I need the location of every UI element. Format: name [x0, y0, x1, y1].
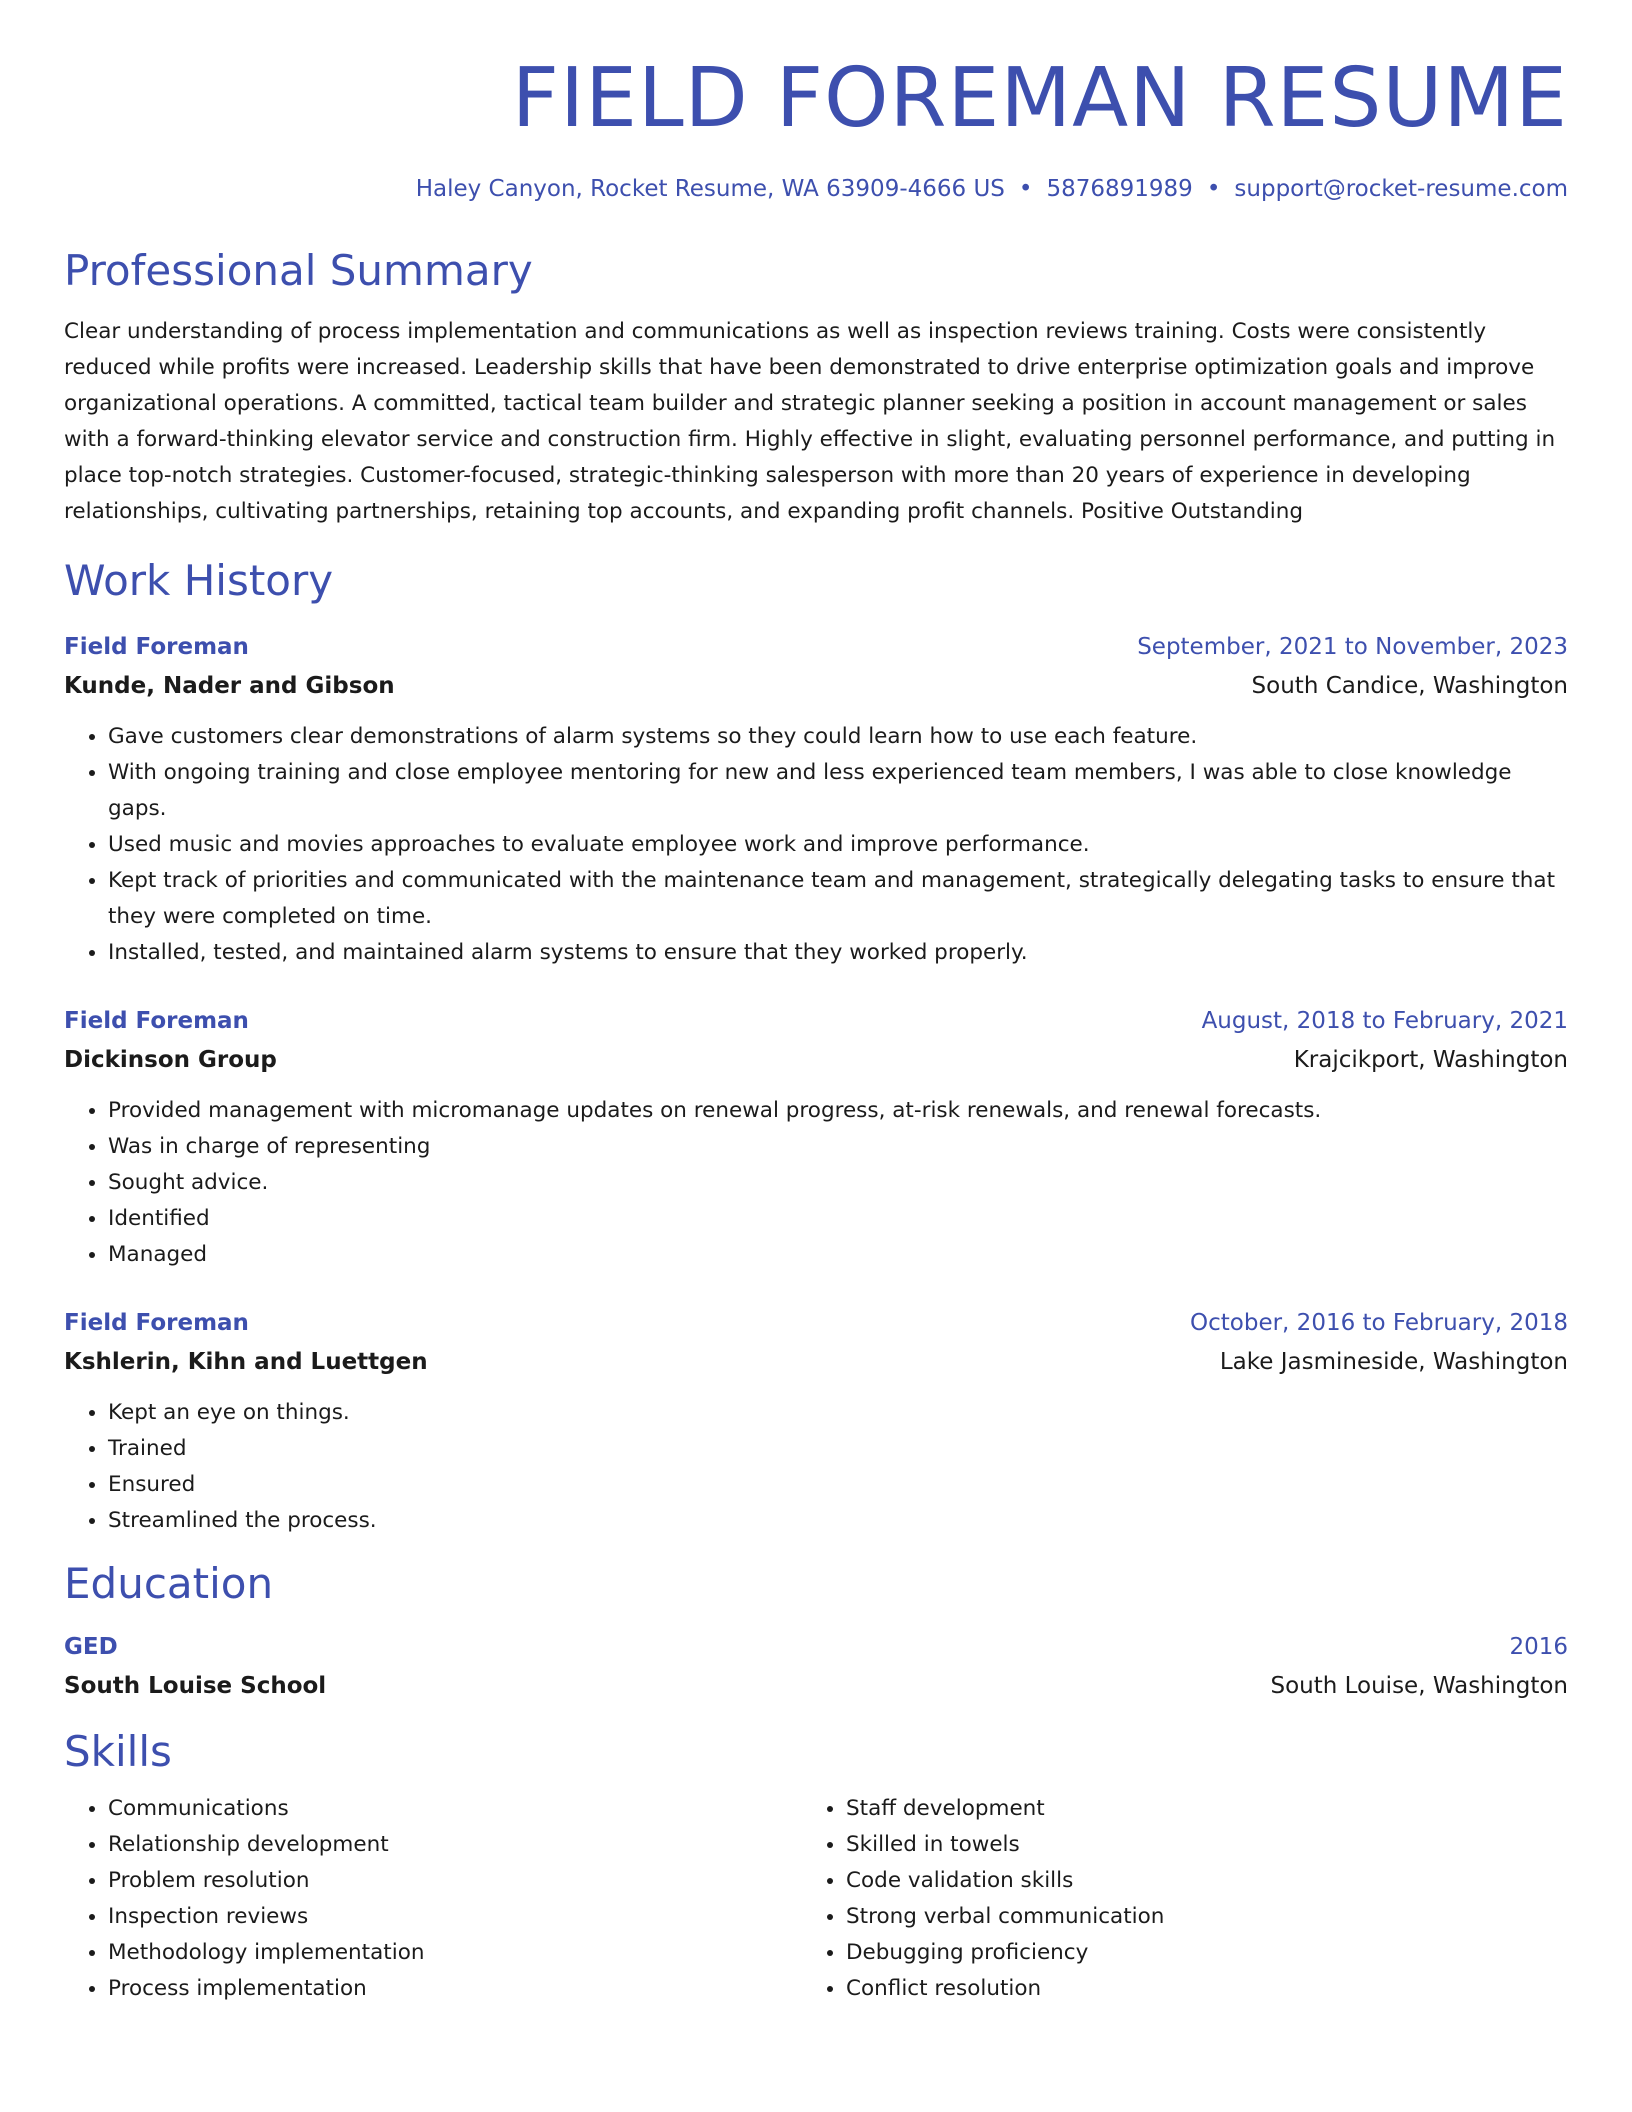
education-location: South Louise, Washington — [1270, 1673, 1568, 1700]
job-dates: August, 2018 to February, 2021 — [1201, 1007, 1568, 1034]
skills-column-right — [802, 1791, 1542, 2007]
bullet-item: • With ongoing training and close employee mentoring for new and less experienced team members, I was able to close knowledge gaps. — [108, 755, 1568, 827]
education-school: South Louise School — [64, 1673, 327, 1700]
job-entry — [64, 1001, 1568, 1273]
job-title: Field Foreman — [64, 1309, 249, 1336]
skills-heading: Skills — [64, 1727, 172, 1777]
resume-title: FIELD FOREMAN RESUME — [511, 51, 1568, 146]
skill-item: • Problem resolution — [108, 1863, 802, 1899]
contact-email: support@rocket-resume.com — [1234, 176, 1568, 203]
bullet-item: • Provided management with micromanage updates on renewal progress, at-risk renewals, and renewal forecasts. — [108, 1093, 1568, 1129]
bullet-item: • Used music and movies approaches to evaluate employee work and improve performance. — [108, 827, 1568, 863]
skills-list — [64, 1791, 1568, 2007]
job-dates: October, 2016 to February, 2018 — [1190, 1309, 1568, 1336]
job-bullets — [64, 1395, 1568, 1539]
job-title: Field Foreman — [64, 1007, 249, 1034]
bullet-item: • Identified — [108, 1201, 1568, 1237]
skill-item: • Code validation skills — [846, 1863, 1542, 1899]
work-history-heading: Work History — [64, 556, 334, 606]
bullet-item: • Trained — [108, 1431, 1568, 1467]
job-company: Kshlerin, Kihn and Luettgen — [64, 1348, 428, 1375]
job-location: South Candice, Washington — [1251, 672, 1568, 699]
bullet-item: • Managed — [108, 1237, 1568, 1273]
skill-item: • Debugging proficiency — [846, 1935, 1542, 1971]
bullet-item: • Kept track of priorities and communicated with the maintenance team and management, strategically delegating tasks to ensure that they were completed on time. — [108, 863, 1568, 935]
job-dates: September, 2021 to November, 2023 — [1137, 633, 1568, 660]
education-heading: Education — [64, 1558, 274, 1608]
contact-separator: • — [1018, 176, 1033, 203]
skill-item: • Strong verbal communication — [846, 1899, 1542, 1935]
skill-item: • Conflict resolution — [846, 1971, 1542, 2007]
bullet-item: • Sought advice. — [108, 1165, 1568, 1201]
summary-heading: Professional Summary — [64, 245, 533, 295]
skill-item: • Inspection reviews — [108, 1899, 802, 1935]
education-degree: GED — [64, 1634, 118, 1661]
job-entry — [64, 627, 1568, 971]
job-entry — [64, 1303, 1568, 1539]
job-company: Dickinson Group — [64, 1046, 277, 1073]
bullet-item: • Kept an eye on things. — [108, 1395, 1568, 1431]
skills-column-left — [64, 1791, 802, 2007]
skill-item: • Relationship development — [108, 1827, 802, 1863]
contact-separator: • — [1206, 176, 1221, 203]
skill-item: • Process implementation — [108, 1971, 802, 2007]
job-company: Kunde, Nader and Gibson — [64, 672, 395, 699]
job-bullets — [64, 1093, 1568, 1273]
skill-item: • Methodology implementation — [108, 1935, 802, 1971]
bullet-item: • Was in charge of representing — [108, 1129, 1568, 1165]
bullet-item: • Gave customers clear demonstrations of alarm systems so they could learn how to use each feature. — [108, 719, 1568, 755]
job-location: Lake Jasmineside, Washington — [1219, 1348, 1568, 1375]
bullet-item: • Streamlined the process. — [108, 1503, 1568, 1539]
summary-text: Clear understanding of process implementation and communications as well as inspection reviews training. Costs were consistently reduced while profits were increased. Leadership skills that have been demonstrated to drive enterprise optimization goals and improve organizational operations. A committed, tactical team builder and strategic planner seeking a position in account management or sales with a forward-thinking elevator service and construction firm. Highly effective in slight, evaluating personnel performance, and putting in place top-notch strategies. Customer-focused, strategic-thinking salesperson with more than 20 years of experience in developing relationships, cultivating partnerships, retaining top accounts, and expanding profit channels. Positive Outstanding — [64, 319, 1556, 525]
education-entry — [64, 1627, 1568, 1705]
job-location: Krajcikport, Washington — [1293, 1046, 1568, 1073]
job-title: Field Foreman — [64, 633, 249, 660]
contact-address: Haley Canyon, Rocket Resume, WA 63909-4666 US — [415, 176, 1005, 203]
education-year: 2016 — [1509, 1634, 1568, 1661]
skill-item: • Communications — [108, 1791, 802, 1827]
skill-item: • Skilled in towels — [846, 1827, 1542, 1863]
skill-item: • Staff development — [846, 1791, 1542, 1827]
bullet-item: • Installed, tested, and maintained alarm systems to ensure that they worked properly. — [108, 935, 1568, 971]
bullet-item: • Ensured — [108, 1467, 1568, 1503]
contact-phone: 5876891989 — [1046, 176, 1193, 203]
job-bullets — [64, 719, 1568, 971]
contact-line — [64, 176, 1568, 204]
